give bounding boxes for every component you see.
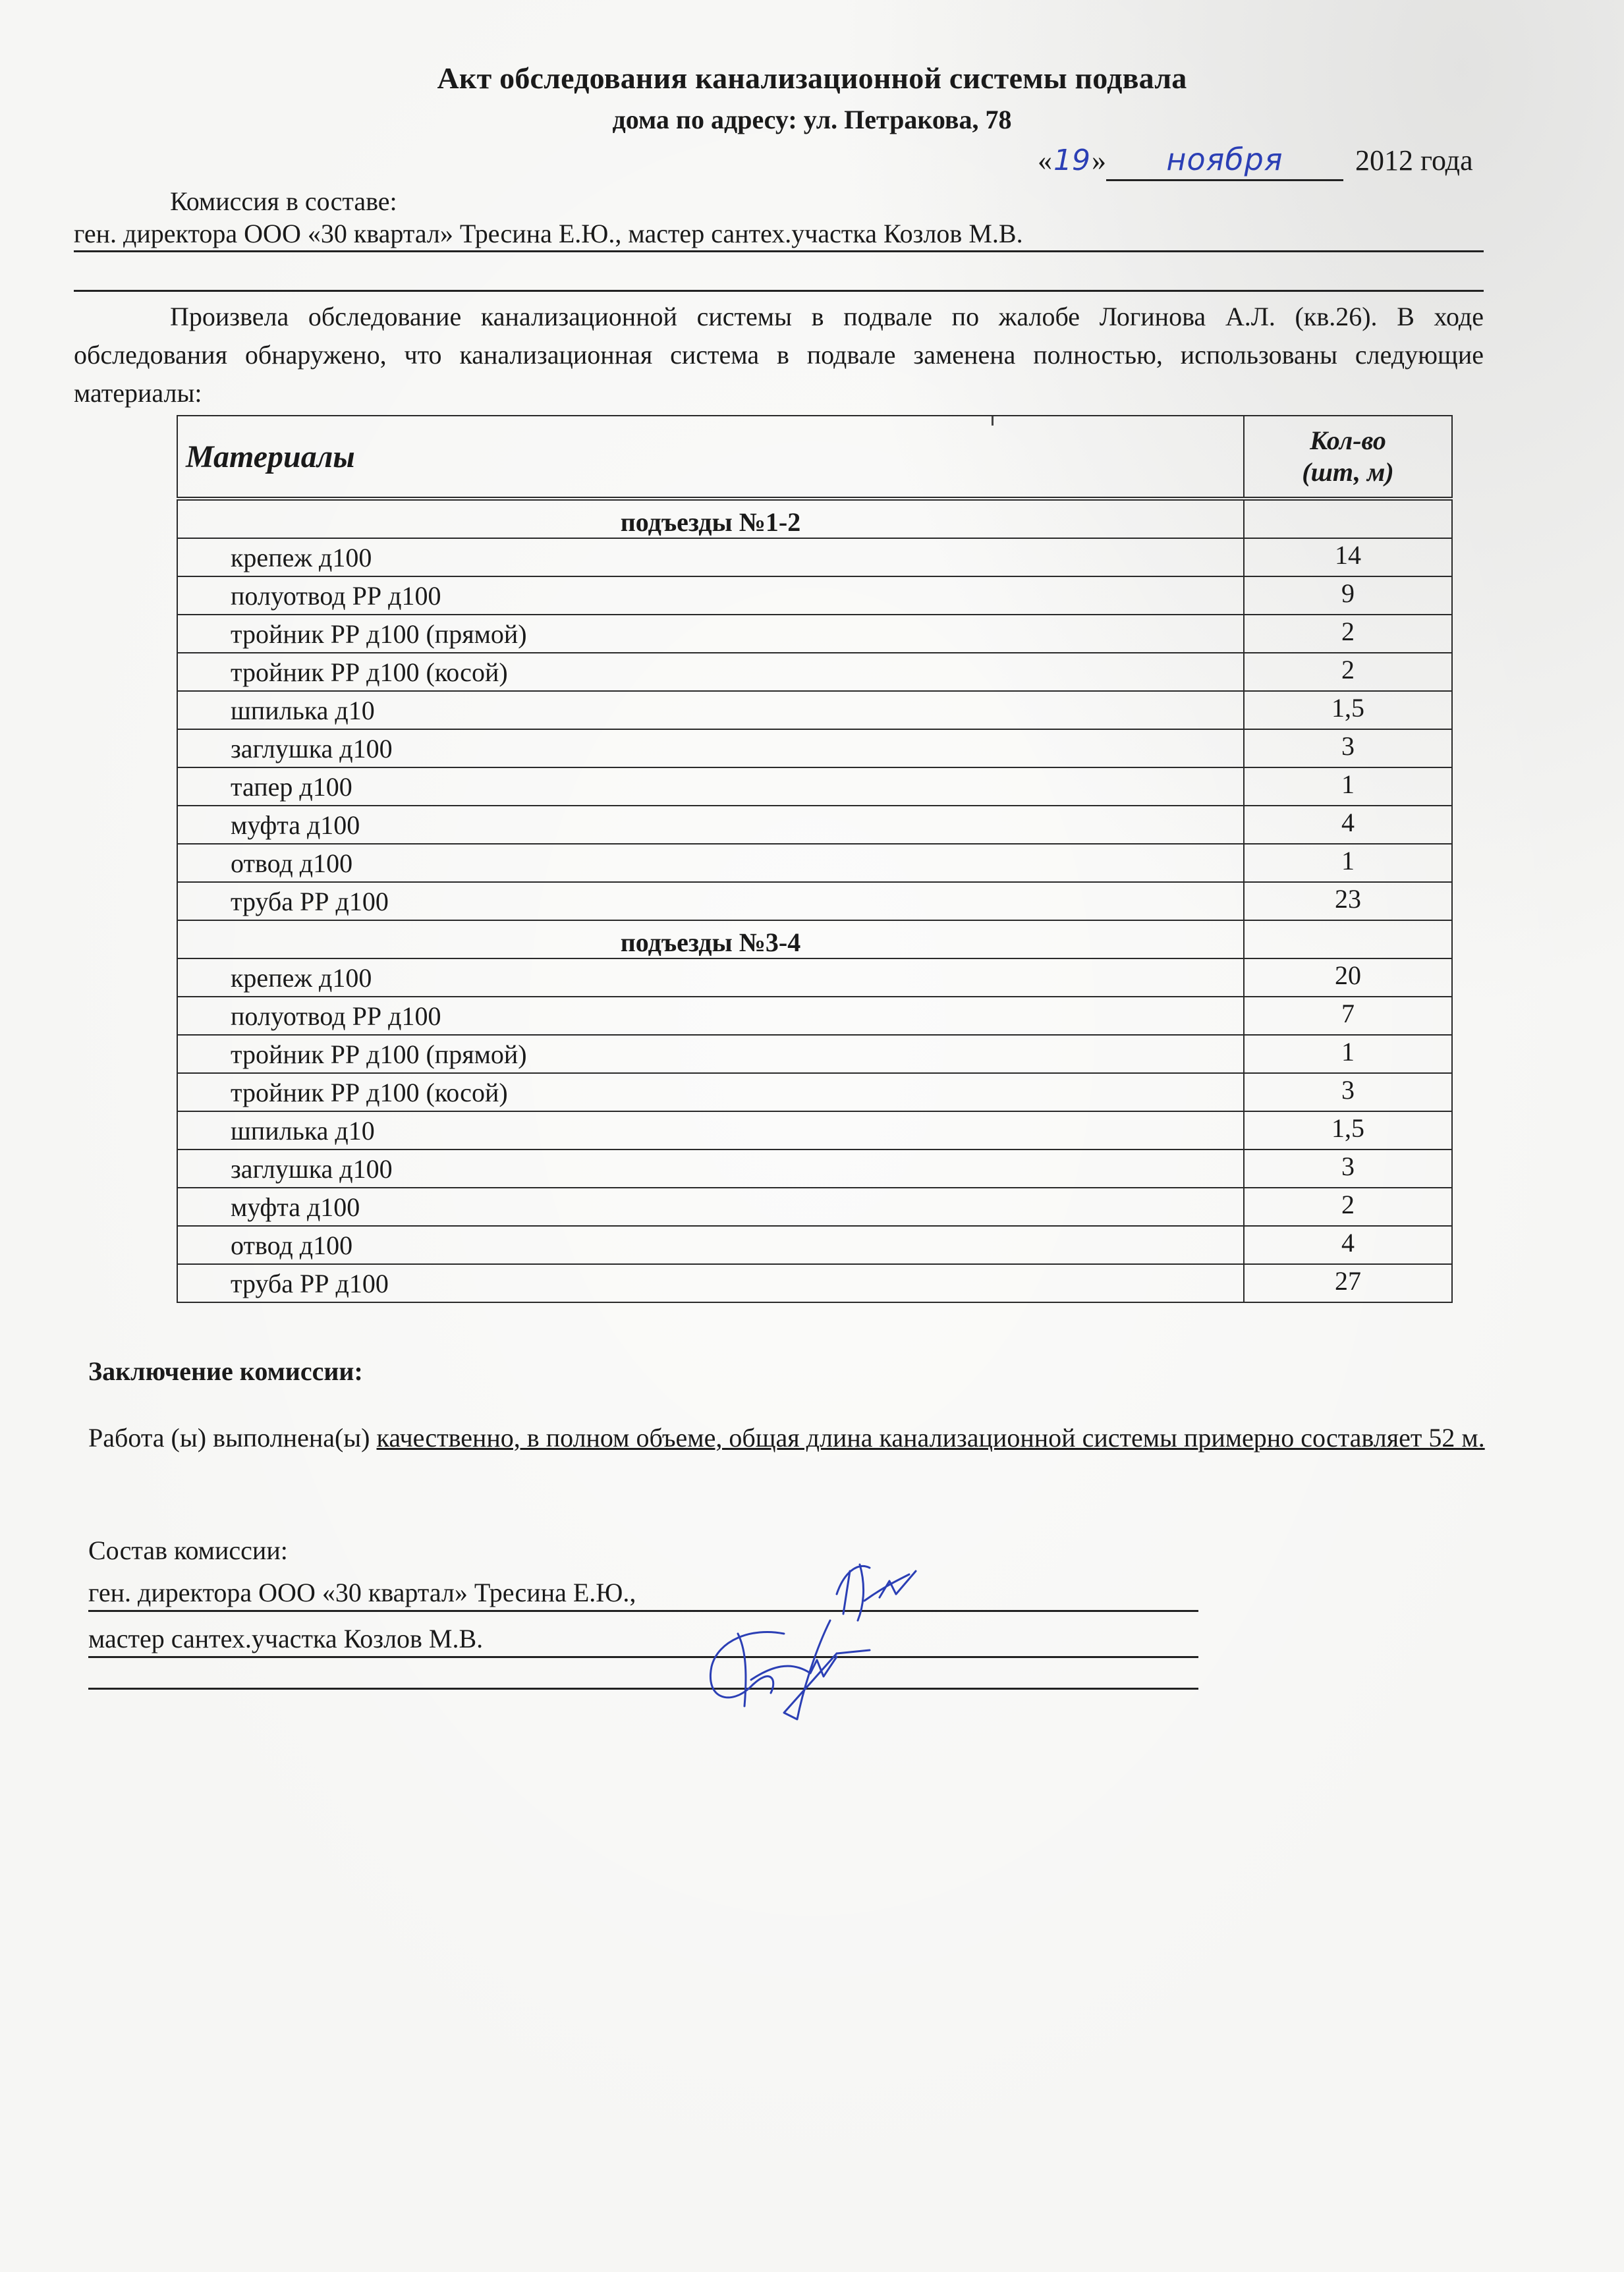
material-quantity: 7 <box>1244 997 1452 1035</box>
material-name: тройник РР д100 (прямой) <box>177 615 1244 653</box>
table-row <box>177 1150 1452 1188</box>
material-quantity: 1,5 <box>1244 691 1452 729</box>
document-title: Акт обследования канализационной системы подвала <box>437 61 1187 95</box>
table-row <box>177 1073 1452 1111</box>
date-open-quote: « <box>1038 144 1052 177</box>
date-month-blank <box>1106 141 1343 181</box>
handwritten-month: ноября <box>1166 142 1283 177</box>
material-quantity: 1 <box>1244 1035 1452 1073</box>
conclusion-prefix: Работа (ы) выполнена(ы) <box>88 1423 377 1453</box>
materials-table-body <box>177 499 1452 1302</box>
material-name: тройник РР д100 (косой) <box>177 653 1244 691</box>
material-quantity: 9 <box>1244 576 1452 615</box>
material-quantity: 1,5 <box>1244 1111 1452 1150</box>
table-row <box>177 576 1452 615</box>
header-quantity-line2: (шт, м) <box>1302 457 1394 487</box>
commission-members: ген. директора ООО «30 квартал» Тресина Е.Ю., мастер сантех.участка Козлов М.В. <box>74 217 1484 252</box>
table-group-row <box>177 499 1452 538</box>
header-materials: Материалы <box>177 416 1244 499</box>
material-quantity: 1 <box>1244 767 1452 806</box>
material-name: отвод д100 <box>177 844 1244 882</box>
group-name: подъезды №3-4 <box>177 920 1244 958</box>
conclusion-text <box>88 1416 1561 1460</box>
table-row <box>177 958 1452 997</box>
material-name: тройник РР д100 (косой) <box>177 1073 1244 1111</box>
material-quantity: 2 <box>1244 1188 1452 1226</box>
header-quantity-line1: Кол-во <box>1310 426 1386 455</box>
material-name: труба РР д100 <box>177 882 1244 920</box>
group-name: подъезды №1-2 <box>177 499 1244 538</box>
table-row <box>177 691 1452 729</box>
materials-table <box>177 415 1453 1303</box>
table-row <box>177 1111 1452 1150</box>
material-quantity: 2 <box>1244 615 1452 653</box>
table-row <box>177 767 1452 806</box>
table-header-row <box>177 416 1452 499</box>
material-quantity: 4 <box>1244 1226 1452 1264</box>
header-quantity <box>1244 416 1452 499</box>
table-row <box>177 729 1452 767</box>
material-name: труба РР д100 <box>177 1264 1244 1302</box>
material-quantity: 2 <box>1244 653 1452 691</box>
table-row <box>177 615 1452 653</box>
material-quantity: 3 <box>1244 1150 1452 1188</box>
handwritten-signatures <box>619 1535 962 1732</box>
material-quantity: 23 <box>1244 882 1452 920</box>
material-name: тапер д100 <box>177 767 1244 806</box>
material-name: крепеж д100 <box>177 958 1244 997</box>
table-row <box>177 882 1452 920</box>
handwritten-day: 19 <box>1053 144 1090 177</box>
table-row <box>177 538 1452 576</box>
material-name: муфта д100 <box>177 1188 1244 1226</box>
table-row <box>177 806 1452 844</box>
signature-line-master: мастер сантех.участка Козлов М.В. <box>88 1622 1198 1658</box>
signature-line-director: ген. директора ООО «30 квартал» Тресина Е.Ю., <box>88 1576 1198 1612</box>
date-year: 2012 года <box>1355 144 1473 177</box>
material-quantity: 27 <box>1244 1264 1452 1302</box>
table-row <box>177 997 1452 1035</box>
material-quantity: 20 <box>1244 958 1452 997</box>
material-name: муфта д100 <box>177 806 1244 844</box>
table-row <box>177 1226 1452 1264</box>
signatures-heading: Состав комиссии: <box>88 1536 288 1565</box>
table-row <box>177 1035 1452 1073</box>
intro-paragraph-text: Произвела обследование канализационной системы в подвале по жалобе Логинова А.Л. (кв.26). В ходе обследования обнаружено, что канализационная система в подвале заменена полностью, использованы следующие материалы: <box>74 302 1484 408</box>
date-close-quote: » <box>1092 144 1106 177</box>
material-name: заглушка д100 <box>177 729 1244 767</box>
material-name: крепеж д100 <box>177 538 1244 576</box>
group-qty-empty <box>1244 499 1452 538</box>
material-quantity: 4 <box>1244 806 1452 844</box>
table-row <box>177 1264 1452 1302</box>
commission-label: Комиссия в составе: <box>170 186 397 216</box>
table-group-row <box>177 920 1452 958</box>
conclusion-heading: Заключение комиссии: <box>88 1356 363 1386</box>
material-name: полуотвод РР д100 <box>177 576 1244 615</box>
material-name: тройник РР д100 (прямой) <box>177 1035 1244 1073</box>
signature-director <box>837 1565 916 1621</box>
material-name: шпилька д10 <box>177 1111 1244 1150</box>
document-address: дома по адресу: ул. Петракова, 78 <box>612 105 1012 134</box>
material-name: заглушка д100 <box>177 1150 1244 1188</box>
material-name: шпилька д10 <box>177 691 1244 729</box>
material-quantity: 3 <box>1244 729 1452 767</box>
intro-paragraph <box>74 298 1484 412</box>
document-date <box>1038 141 1473 181</box>
material-quantity: 3 <box>1244 1073 1452 1111</box>
material-quantity: 14 <box>1244 538 1452 576</box>
conclusion-underlined: качественно, в полном объеме, общая длина канализационной системы примерно составляет 52 м. <box>376 1423 1485 1453</box>
material-name: отвод д100 <box>177 1226 1244 1264</box>
table-row <box>177 1188 1452 1226</box>
signature-master <box>710 1621 870 1719</box>
group-qty-empty <box>1244 920 1452 958</box>
material-name: полуотвод РР д100 <box>177 997 1244 1035</box>
table-row <box>177 844 1452 882</box>
blank-fill-line <box>74 290 1484 292</box>
table-row <box>177 653 1452 691</box>
material-quantity: 1 <box>1244 844 1452 882</box>
